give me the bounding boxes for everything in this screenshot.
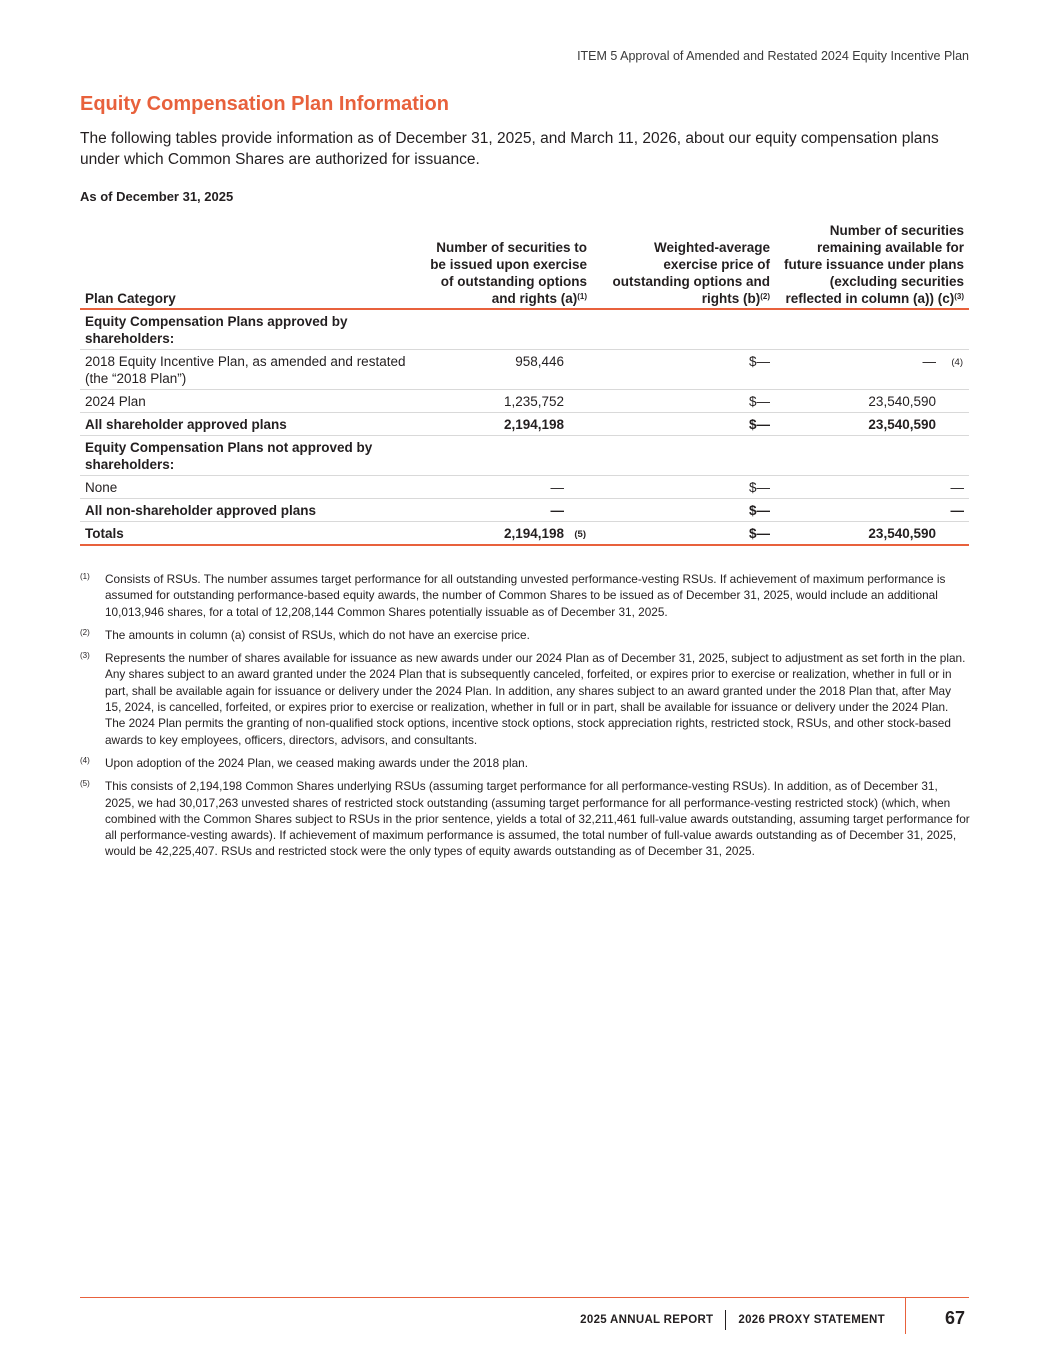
cell-col-b: $—: [592, 499, 775, 522]
footnote: [80, 755, 970, 771]
table-row: [80, 350, 969, 390]
footnote-text: Upon adoption of the 2024 Plan, we ceased making awards under the 2018 plan.: [105, 755, 529, 770]
as-of-heading: As of December 31, 2025: [80, 189, 234, 204]
cell-col-b: $—: [592, 390, 775, 413]
equity-plan-table: [80, 222, 969, 546]
row-label: 2018 Equity Incentive Plan, as amended and restated (the “2018 Plan”): [80, 350, 415, 390]
footnote-mark: (1): [80, 572, 90, 581]
row-label: 2024 Plan: [80, 390, 415, 413]
footnotes: [80, 571, 970, 867]
section-row-approved: [80, 309, 969, 350]
footer-separator: [725, 1310, 726, 1330]
cell-col-a: 2,194,198: [415, 413, 592, 436]
footnote-mark: (2): [80, 627, 90, 637]
page-number: 67: [944, 1308, 965, 1328]
footnote-text: Represents the number of shares available for issuance as new awards under our 2024 Plan as of December 31, 2025, subject to adjustment as set forth in the plan. Any shares subject to an award granted under the 2024 Plan that is subsequently canceled, forfeited, or expires prior to exercise or realization, whether in full or in part, shall be available again for issuance or delivery under the 2024 Plan. In addition, any shares subject to an award granted under the 2018 Plan that, after May 15, 2024, is cancelled, forfeited, or expires prior to exercise or realization, whether in full or in part, shall be available for issuance or delivery under the 2024 Plan. The 2024 Plan permits the granting of non-qualified stock options, incentive stock options, stock appreciation rights, restricted stock, RSUs, and other stock-based awards to key employees, officers, directors, advisors, and consultants.: [105, 651, 966, 747]
page-title: Equity Compensation Plan Information: [80, 93, 449, 115]
footnote-mark: (3): [80, 651, 90, 661]
table-header-row: [80, 222, 969, 309]
row-label: All shareholder approved plans: [80, 413, 415, 436]
footnote: [80, 778, 970, 859]
header-col-c: Number of securities remaining available for future issuance under plans (excluding securities reflected in column (a)) $(c)^{(3)}$: [775, 222, 969, 309]
cell-col-a: 1,235,752: [415, 390, 592, 413]
header-plan-category: Plan Category: [80, 222, 415, 309]
cell-col-a: —: [415, 499, 592, 522]
running-head: ITEM 5 Approval of Amended and Restated 2024 Equity Incentive Plan: [577, 49, 969, 63]
footer-proxy-statement: 2026 PROXY STATEMENT: [738, 1314, 885, 1326]
section-row-not-approved: [80, 436, 969, 476]
cell-col-c: —: [775, 476, 969, 499]
row-label: All non-shareholder approved plans: [80, 499, 415, 522]
cell-col-c: 23,540,590: [775, 413, 969, 436]
cell-col-c: —: [775, 499, 969, 522]
cell-col-b: $—: [592, 476, 775, 499]
cell-col-c: 23,540,590: [775, 390, 969, 413]
cell-col-a: 2,194,198 (5): [415, 522, 592, 546]
footer-annual-report: 2025 ANNUAL REPORT: [580, 1314, 714, 1326]
cell-col-c: 23,540,590: [775, 522, 969, 546]
footnote-text: The amounts in column (a) consist of RSUs, which do not have an exercise price.: [105, 627, 530, 642]
table-row: [80, 476, 969, 499]
footer: [580, 1310, 885, 1330]
footer-vertical-divider: [905, 1298, 906, 1334]
intro-paragraph: The following tables provide information as of December 31, 2025, and March 11, 2026, about our equity compensation plans under which Common Shares are authorized for issuance.: [80, 130, 939, 168]
cell-col-b: $—: [592, 413, 775, 436]
row-label: None: [80, 476, 415, 499]
cell-col-b: $—: [592, 522, 775, 546]
footnote-mark: (4): [80, 755, 90, 765]
table-row-totals: [80, 522, 969, 546]
footnote: [80, 650, 970, 748]
footnote: [80, 627, 970, 643]
row-label: Totals: [80, 522, 415, 546]
cell-col-b: $—: [592, 350, 775, 390]
cell-col-c: — (4): [775, 350, 969, 390]
cell-col-a: —: [415, 476, 592, 499]
footnote-text: Consists of RSUs. The number assumes target performance for all outstanding unvested performance-vesting RSUs. If achievement of maximum performance is assumed for outstanding performance-based equity awards, the number of Common Shares to be issued as of December 31, 2025, would include an additional 10,013,946 shares, for a total of 12,208,144 Common Shares potentially issuable as of December 31, 2025.: [105, 572, 946, 619]
header-col-b: Weighted-average exercise price of outstanding options and rights $(b)^{(2)}$: [592, 222, 775, 309]
footnote-text: This consists of 2,194,198 Common Shares underlying RSUs (assuming target performance for all performance-vesting RSUs). In addition, as of December 31, 2025, we had 30,017,263 unvested shares of restricted stock outstanding (assuming target performance for all performance-vesting restricted stock) (which, when combined with the Common Shares subject to RSUs in the prior sentence, yields a total of 32,211,461 full-value awards outstanding, assuming target performance for all performance-vesting awards). If achievement of maximum performance is assumed, the total number of full-value awards outstanding as of December 31, 2025, would be 42,225,407. RSUs and restricted stock were the only types of equity awards outstanding as of December 31, 2025.: [105, 779, 970, 859]
table-row-subtotal: [80, 499, 969, 522]
section-label: Equity Compensation Plans approved by shareholders:: [80, 309, 415, 350]
header-col-a: Number of securities to be issued upon exercise of outstanding options and rights $(a)^{(1)}$: [415, 222, 592, 309]
section-label: Equity Compensation Plans not approved by shareholders:: [80, 436, 415, 476]
table-row-subtotal: [80, 413, 969, 436]
footnote-ref: (4): [951, 357, 963, 368]
cell-col-a: 958,446: [415, 350, 592, 390]
table-row: [80, 390, 969, 413]
footnote-mark: (5): [80, 779, 90, 789]
footer-divider: [80, 1297, 969, 1298]
footnote-ref: (5): [574, 529, 586, 540]
footnote: [80, 571, 970, 620]
